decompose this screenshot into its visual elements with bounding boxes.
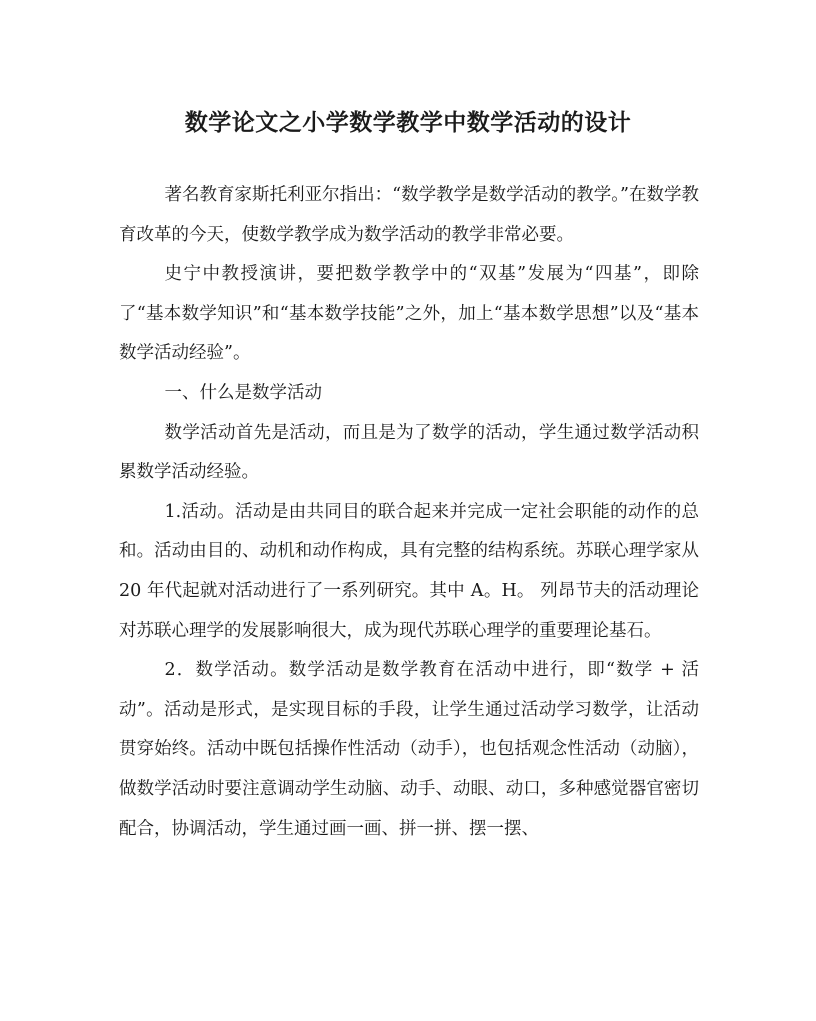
document-body [119, 176, 699, 849]
paragraph: 著名教育家斯托利亚尔指出：“数学教学是数学活动的教学。”在数学教育改革的今天，使数学教学成为数学活动的教学非常必要。 [119, 185, 699, 245]
paragraph: 1.活动。活动是由共同目的联合起来并完成一定社会职能的动作的总和。活动由目的、动机和动作构成，具有完整的结构系统。苏联心理学家从 20 年代起就对活动进行了一系列研究。其中 А。Н。 列昂节夫的活动理论对苏联心理学的发展影响很大，成为现代苏联心理学的重要理论基石。 [119, 501, 699, 641]
paragraph: 史宁中教授演讲，要把数学教学中的“双基”发展为“四基”，即除了“基本数学知识”和“基本数学技能”之外，加上“基本数学思想”以及“基本数学活动经验”。 [119, 264, 699, 364]
paragraph: 数学活动首先是活动，而且是为了数学的活动，学生通过数学活动积累数学活动经验。 [119, 422, 699, 483]
document-title: 数学论文之小学数学教学中数学活动的设计 [184, 109, 632, 136]
section-heading: 一、什么是数学活动 [164, 382, 322, 403]
paragraph: 2．数学活动。数学活动是数学教育在活动中进行，即“数学 + 活动”。活动是形式，是实现目标的手段，让学生通过活动学习数学，让活动贯穿始终。活动中既包括操作性活动（动手），也包括观念性活动（动脑），做数学活动时要注意调动学生动脑、动手、动眼、动口，多种感觉器官密切配合，协调活动，学生通过画一画、拼一拼、摆一摆、 [119, 660, 699, 839]
